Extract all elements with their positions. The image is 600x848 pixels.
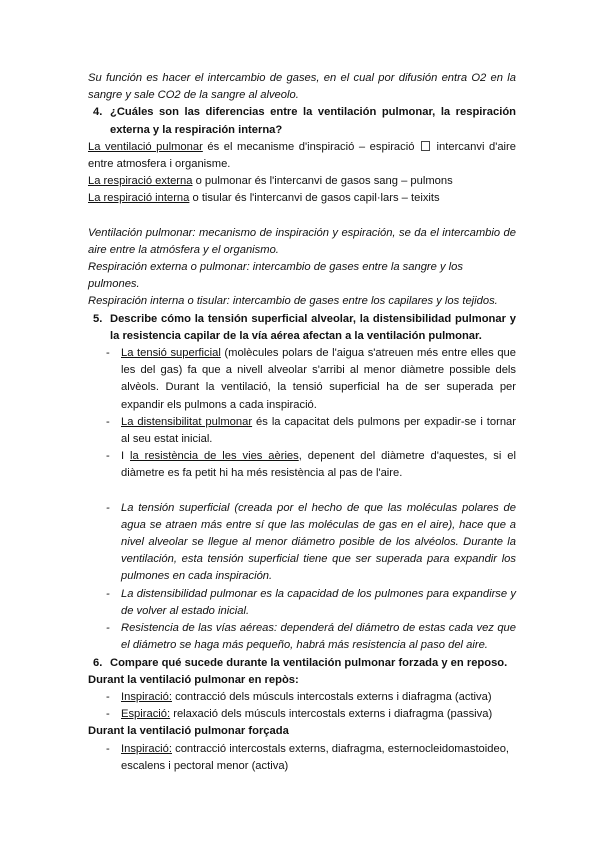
question-number: 4.: [93, 106, 103, 119]
list-item: [88, 706, 516, 723]
list-item: [88, 586, 516, 620]
dash-bullet: -: [106, 415, 110, 428]
list-item: [88, 500, 516, 586]
es-resp-interna-line: Respiración interna o tisular: intercambio de gases entre los capilares y los tejidos.: [88, 295, 498, 308]
forced-heading: Durant la ventilació pulmonar forçada: [88, 725, 289, 738]
lead-text: I: [121, 450, 130, 463]
list-item: [88, 741, 516, 775]
list-item: [88, 448, 516, 482]
item-text: La tensión superficial (creada por el hecho de que las moléculas polares de agua se atraen más entre sí que las moléculas de gas en el aire), hace que a nivel alveolar se llegue al menor diámetro posible de los alvéolos. Durante la ventilación, esta tensión superficial tiene que ser superada para expandir los pulmones en cada inspiración.: [121, 501, 516, 583]
definition-text: , depenent del diàmetre d'aquestes, si el diàmetre es fa petit hi ha més resistència al pas de l'aire.: [121, 450, 516, 480]
rest-heading: Durant la ventilació pulmonar en repòs:: [88, 673, 299, 686]
dash-bullet: -: [106, 742, 110, 755]
definition-text: o tisular és l'intercanvi de gasos capil·lars – teixits: [189, 192, 440, 205]
item-text: La distensibilidad pulmonar es la capacidad de los pulmones para expandirse y de volver al estado inicial.: [121, 587, 516, 617]
definition-text: (molècules polars de l'aigua s'atreuen més entre elles que les del gas) fa que a nivell alveolar s'arribi al menor diàmetre possible dels alvèols. Durant la ventilació, la tensió superficial ha de ser superada per expandir els pulmons a cada inspiració.: [121, 347, 516, 411]
dash-bullet: -: [106, 708, 110, 721]
question-6: [88, 655, 516, 672]
definition-text: o pulmonar és l'intercanvi de gasos sang – pulmons: [192, 175, 453, 188]
dash-bullet: -: [106, 450, 110, 463]
es-resp-externa-line: Respiración externa o pulmonar: intercambio de gases entre la sangre y los pulmones.: [88, 261, 463, 291]
term: la resistència de les vies aèries: [130, 450, 299, 463]
term: La respiració externa: [88, 175, 193, 188]
question-text: Compare qué sucede durante la ventilación pulmonar forzada y en reposo.: [110, 656, 508, 669]
dash-bullet: -: [106, 347, 110, 360]
dash-bullet: -: [106, 622, 110, 635]
list-item: [88, 689, 516, 706]
list-item: [88, 414, 516, 448]
question-4: [88, 104, 516, 138]
definition-text: intercanvi d'aire entre atmosfera i organisme.: [88, 140, 516, 171]
definition-text: contracció dels músculs intercostals externs i diafragma (activa): [172, 690, 492, 703]
dash-bullet: -: [106, 587, 110, 600]
item-text: Resistencia de las vías aéreas: dependerá del diámetro de estas cada vez que el diámetro se haga más pequeño, habrá más resistencia al paso del aire.: [121, 622, 516, 652]
arrow-placeholder-icon: [421, 141, 430, 151]
question-number: 5.: [93, 312, 103, 325]
term: Espiració:: [121, 708, 171, 721]
term: Inspiració:: [121, 690, 172, 703]
definition-text: és el mecanisme d'inspiració – espiració: [202, 140, 419, 153]
term: La tensió superficial: [121, 347, 221, 360]
definition-text: relaxació dels músculs intercostals externs i diafragma (passiva): [170, 708, 493, 721]
es-ventilacion-line: Ventilación pulmonar: mecanismo de inspiración y espiración, se da el intercambio de aire entre la atmósfera y el organismo.: [88, 226, 516, 256]
question-text: ¿Cuáles son las diferencias entre la ventilación pulmonar, la respiración externa y la respiración interna?: [110, 106, 516, 136]
question-5: [88, 311, 516, 345]
definition-text: contracció intercostals externs, diafragma, esternocleidomastoideo, escalens i pectoral menor (activa): [121, 742, 510, 772]
term: Inspiració:: [121, 742, 172, 755]
dash-bullet: -: [106, 690, 110, 703]
question-text: Describe cómo la tensión superficial alveolar, la distensibilidad pulmonar y la resistencia capilar de la vía aérea afectan a la ventilación pulmonar.: [110, 312, 516, 342]
ca-resp-interna-line: [88, 190, 516, 207]
list-item: [88, 620, 516, 654]
question-number: 6.: [93, 656, 103, 669]
ca-resp-externa-line: [88, 173, 516, 190]
definition-text: és la capacitat dels pulmons per expadir-se i tornar al seu estat inicial.: [121, 415, 516, 446]
ca-ventilacio-line: [88, 139, 516, 173]
dash-bullet: -: [106, 501, 110, 514]
intro-paragraph: Su función es hacer el intercambio de gases, en el cual por difusión entra O2 en la sangre y sale CO2 de la sangre al alveolo.: [88, 72, 516, 102]
document-page: [88, 70, 516, 775]
term: La respiració interna: [88, 192, 190, 205]
term: La ventilació pulmonar: [88, 140, 203, 153]
list-item: [88, 345, 516, 414]
term: La distensibilitat pulmonar: [121, 415, 253, 428]
